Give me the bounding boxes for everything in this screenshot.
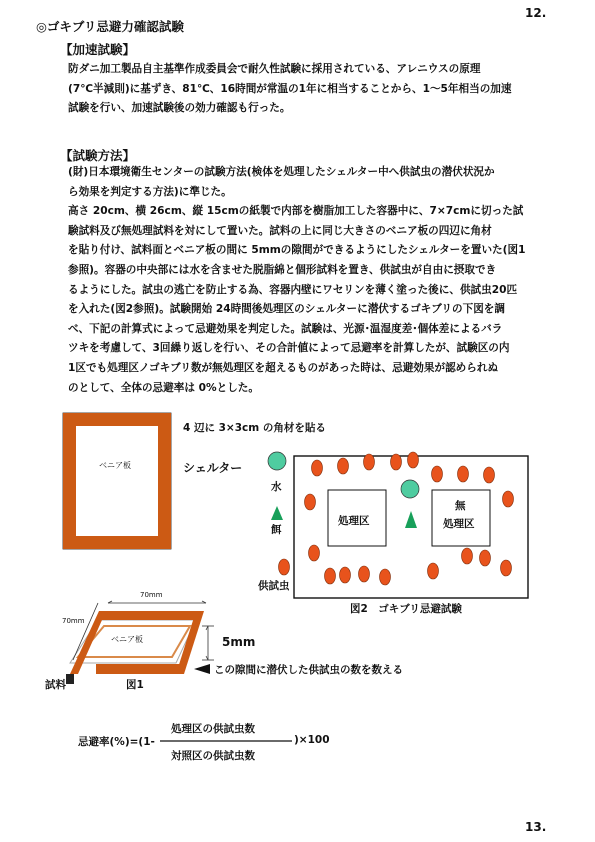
cockroach-marker [338,458,349,474]
gap-note: この隙間に潜伏した供試虫の数を数える [214,664,403,676]
shelter-label: シェルター [183,461,243,475]
page-number-top: 12. [525,6,547,20]
body-line: ツキを考慮して、3回繰り返しを行い、その合計値によって忌避率を計算したが、試験区の内 [68,342,510,355]
sample-label: 試料 [45,679,66,691]
food-marker-left [271,506,283,520]
formula-lhs: 忌避率(%)=(1- [78,736,155,748]
body-line: 1区でも処理区ノゴキブリ数が無処理区を超えるものがあった時は、忌避効果が認められぬ [68,361,499,374]
page-number-bottom: 13. [525,820,547,834]
cockroach-marker [408,452,419,468]
cockroach-marker [428,563,439,579]
cockroach-marker [503,491,514,507]
cockroach-marker [501,560,512,576]
untreated-zone-label-line2: 処理区 [443,518,475,530]
body-line: るようにした。試虫の逃亡を防止する為、容器内壁にワセリンを薄く塗った後に、供試虫20匹 [68,283,518,296]
cockroach-marker [484,467,495,483]
cockroach-marker [432,466,443,482]
gap-dimension-label: 5mm [222,635,256,649]
untreated-zone-label-line1: 無 [455,500,466,512]
dimension-depth-label: 70mm [62,617,85,625]
body-line: を入れた(図2参照)。試験開始 24時間後処理区のシェルターに潜伏するゴキブリの下図を調 [68,303,505,316]
water-marker-left [268,452,286,470]
treated-zone-label: 処理区 [338,515,370,527]
section-heading-accelerated-test: 【加速試験】 [60,42,136,57]
body-line: べ、下記の計算式によって忌避効果を判定した。試験は、光源･温湿度差･個体差によるバラ [68,322,503,335]
body-line: 参照)。容器の中央部には水を含ませた脱脂綿と個形試料を置き、供試虫が自由に摂取でき [68,263,497,276]
formula-rhs: )×100 [294,734,330,746]
body-line: を貼り付け、試料面とベニア板の間に 5mmの隙間ができるようにしたシェルターを置いた(図1 [68,244,526,257]
cockroach-marker [305,494,316,510]
body-line: 高さ 20cm、横 26cm、縦 15cmの紙製で内部を樹脂加工した容器中に、7×7cmに切った試 [68,205,524,218]
food-label: 餌 [271,524,282,536]
water-label: 水 [271,481,282,493]
cockroach-marker [309,545,320,561]
cockroach-marker [279,559,290,575]
body-line: (財)日本環境衛生センターの試験方法(検体を処理したシェルター中へ供試虫の潜伏状況か [68,166,495,178]
veneer-board-label-small: ベニア板 [111,635,143,644]
cockroach-marker [340,567,351,583]
figure2-caption: 図2 ゴキブリ忌避試験 [350,603,462,615]
cockroach-marker [359,566,370,582]
page-title: ◎ゴキブリ忌避力確認試験 [36,19,184,34]
body-line: (7℃半減則)に基ずき、81℃、16時間が常温の1年に相当することから、1～5年相当の加速 [68,82,512,95]
body-line: のとして、全体の忌避率は 0%とした。 [68,381,259,394]
formula-denominator: 対照区の供試虫数 [171,750,255,762]
cockroach-marker [364,454,375,470]
food-marker-center [405,511,417,528]
section-heading-test-method: 【試験方法】 [60,148,136,163]
cockroach-marker [480,550,491,566]
body-line: 防ダニ加工製品自主基準作成委員会で耐久性試験に採用されている、アレニウスの原理 [68,63,481,75]
cockroach-marker [391,454,402,470]
body-line: ら効果を判定する方法)に準じた。 [68,185,232,198]
cockroach-marker [325,568,336,584]
shelter-top-view [63,413,171,549]
cockroach-marker [458,466,469,482]
cockroach-marker [312,460,323,476]
veneer-board-label: ベニア板 [99,461,131,470]
body-line: 試験を行い、加速試験後の効力確認も行った。 [68,102,291,115]
water-marker-center [401,480,419,498]
cockroach-marker [380,569,391,585]
body-line: 験試料及び無処理試料を対にして置いた。試料の上に同じ大きさのベニア板の四辺に角材 [68,224,492,237]
figure1-caption: 図1 [126,679,144,691]
test-insect-label: 供試虫 [258,580,290,592]
formula-numerator: 処理区の供試虫数 [171,723,255,735]
annotation-corner-battens: 4 辺に 3×3cm の角材を貼る [183,422,326,434]
dimension-width-label: 70mm [140,591,163,599]
cockroach-marker [462,548,473,564]
